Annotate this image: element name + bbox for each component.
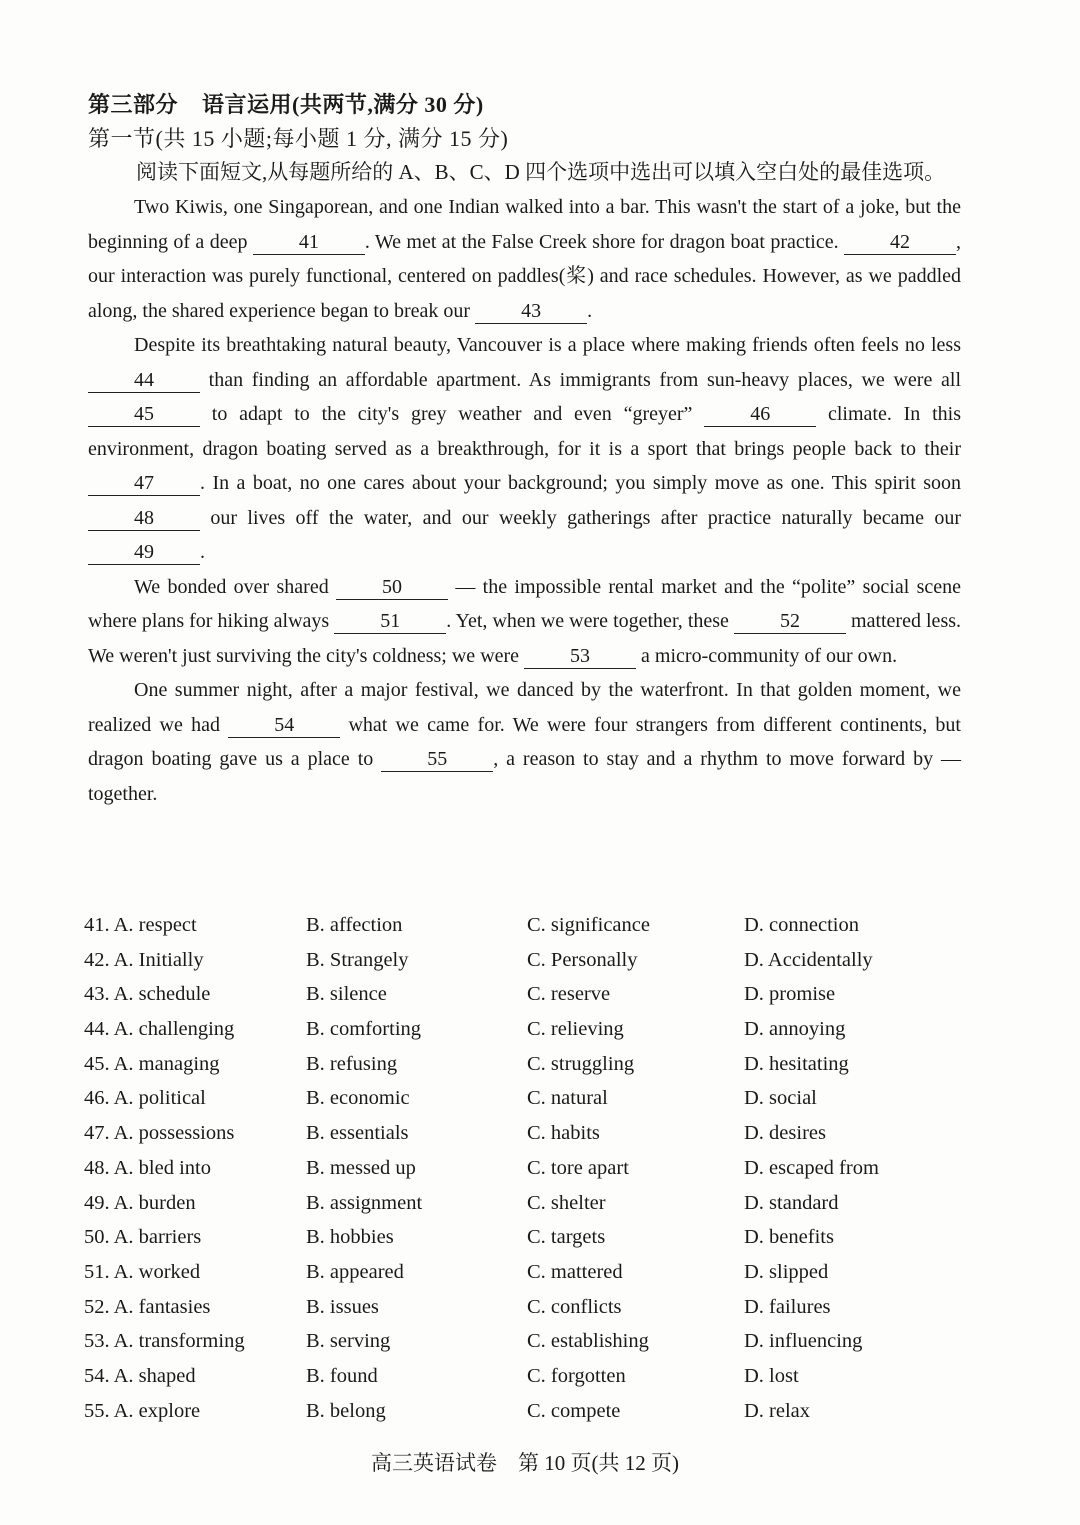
text: to adapt to the city's grey weather and even “greyer” bbox=[200, 403, 705, 425]
option-45-a: 45. A. managing bbox=[84, 1052, 220, 1075]
option-47-d: D. desires bbox=[744, 1122, 826, 1145]
option-42-c: C. Personally bbox=[527, 948, 638, 971]
option-48-a: 48. A. bled into bbox=[84, 1156, 211, 1179]
option-45-d: D. hesitating bbox=[744, 1052, 849, 1075]
text: , our interaction was purely functional, centered on paddles(桨) and race schedules. However, as we paddled along, the shared experience began to break our bbox=[88, 230, 962, 322]
text: Two Kiwis, one Singaporean, and one Indian walked into a bar. This wasn't the start of a joke, but the beginning of a deep bbox=[88, 196, 961, 253]
text: — the impossible rental market and the “polite” social scene where plans for hiking always bbox=[88, 575, 962, 632]
sub-heading bbox=[88, 122, 508, 153]
option-55-a: 55. A. explore bbox=[84, 1399, 201, 1422]
option-42-a: 42. A. Initially bbox=[84, 948, 204, 971]
option-54-c: C. forgotten bbox=[527, 1364, 626, 1387]
option-44-d: D. annoying bbox=[744, 1018, 846, 1041]
option-49-c: C. shelter bbox=[527, 1191, 606, 1214]
part-heading bbox=[88, 88, 484, 119]
option-41-b: B. affection bbox=[306, 914, 403, 936]
part-subtitle: 语言运用(共两节,满分 30 分) bbox=[202, 92, 484, 117]
option-48-d: D. escaped from bbox=[744, 1156, 879, 1179]
option-42-d: D. Accidentally bbox=[744, 948, 873, 971]
option-54-a: 54. A. shaped bbox=[84, 1364, 196, 1387]
text: . In a boat, no one cares about your background; you simply move as one. This spirit soon bbox=[200, 472, 961, 494]
part-title: 第三部分 bbox=[88, 92, 179, 117]
option-50-c: C. targets bbox=[527, 1226, 606, 1249]
option-51-b: B. appeared bbox=[306, 1260, 404, 1283]
text: , a reason to stay and a rhythm to move forward by — together. bbox=[88, 748, 961, 805]
paragraph-4 bbox=[88, 673, 961, 811]
option-55-b: B. belong bbox=[306, 1399, 386, 1422]
blank-55: 55 bbox=[381, 747, 493, 772]
option-43-d: D. promise bbox=[744, 983, 836, 1006]
option-45-b: B. refusing bbox=[306, 1052, 398, 1075]
blank-54: 54 bbox=[228, 713, 340, 738]
page-footer: 高三英语试卷 第 10 页(共 12 页) bbox=[371, 1451, 679, 1475]
option-41-c: C. significance bbox=[527, 914, 650, 936]
sub-title: 第一节(共 15 小题;每小题 1 分, 满分 15 分) bbox=[88, 126, 509, 151]
text: our lives off the water, and our weekly gatherings after practice naturally became our bbox=[200, 506, 961, 529]
blank-43: 43 bbox=[475, 299, 587, 324]
option-47-a: 47. A. possessions bbox=[84, 1122, 235, 1145]
option-55-d: D. relax bbox=[744, 1399, 811, 1422]
option-49-b: B. assignment bbox=[306, 1191, 423, 1214]
blank-46: 46 bbox=[704, 402, 816, 427]
option-45-c: C. struggling bbox=[527, 1052, 635, 1075]
option-51-c: C. mattered bbox=[527, 1260, 623, 1283]
text: what we came for. We were four strangers from different continents, but dragon boating gave us a place to bbox=[88, 713, 961, 770]
blank-41: 41 bbox=[253, 230, 365, 255]
text: . Yet, when we were together, these bbox=[446, 610, 734, 632]
blank-42: 42 bbox=[844, 230, 956, 255]
option-50-d: D. benefits bbox=[744, 1226, 834, 1249]
option-52-b: B. issues bbox=[306, 1295, 379, 1318]
option-50-b: B. hobbies bbox=[306, 1226, 394, 1249]
blank-47: 47 bbox=[88, 471, 200, 496]
option-53-d: D. influencing bbox=[744, 1330, 863, 1353]
text: mattered less. We weren't just surviving the city's coldness; we were bbox=[88, 610, 962, 667]
option-51-a: 51. A. worked bbox=[84, 1260, 201, 1283]
option-42-b: B. Strangely bbox=[306, 948, 409, 971]
text: . bbox=[587, 299, 593, 322]
blank-44: 44 bbox=[88, 368, 200, 393]
option-52-d: D. failures bbox=[744, 1295, 831, 1318]
option-44-b: B. comforting bbox=[306, 1018, 422, 1041]
paragraph-2 bbox=[88, 328, 961, 570]
option-43-c: C. reserve bbox=[527, 983, 611, 1006]
option-53-b: B. serving bbox=[306, 1330, 391, 1353]
option-48-c: C. tore apart bbox=[527, 1156, 629, 1179]
option-55-c: C. compete bbox=[527, 1399, 621, 1422]
text: . We met at the False Creek shore for dragon boat practice. bbox=[364, 230, 845, 253]
option-47-b: B. essentials bbox=[306, 1122, 409, 1145]
text: One summer night, after a major festival, we danced by the waterfront. In that golden moment, we realized we had bbox=[88, 679, 961, 736]
instruction: 阅读下面短文,从每题所给的 A、B、C、D 四个选项中选出可以填入空白处的最佳选项。 bbox=[136, 160, 946, 184]
blank-53: 53 bbox=[524, 644, 636, 669]
option-46-b: B. economic bbox=[306, 1087, 410, 1110]
text: Despite its breathtaking natural beauty, Vancouver is a place where making friends often feels no less bbox=[134, 334, 961, 356]
text: We bonded over shared bbox=[134, 575, 337, 598]
text: climate. In this environment, dragon boating served as a breakthrough, for it is a sport that brings people back to their bbox=[88, 403, 961, 460]
option-44-c: C. relieving bbox=[527, 1018, 624, 1041]
text: . bbox=[200, 541, 205, 563]
blank-51: 51 bbox=[334, 609, 446, 634]
cloze-passage bbox=[88, 190, 961, 811]
option-41-a: 41. A. respect bbox=[84, 914, 197, 936]
blank-49: 49 bbox=[88, 540, 200, 565]
option-48-b: B. messed up bbox=[306, 1156, 416, 1179]
option-54-b: B. found bbox=[306, 1364, 378, 1387]
paragraph-1 bbox=[88, 190, 961, 328]
option-52-c: C. conflicts bbox=[527, 1295, 622, 1318]
text: than finding an affordable apartment. As immigrants from sun-heavy places, we were all bbox=[200, 368, 961, 391]
option-46-d: D. social bbox=[744, 1087, 817, 1110]
option-51-d: D. slipped bbox=[744, 1260, 829, 1283]
option-43-b: B. silence bbox=[306, 983, 387, 1006]
option-44-a: 44. A. challenging bbox=[84, 1018, 235, 1041]
option-47-c: C. habits bbox=[527, 1122, 600, 1145]
option-54-d: D. lost bbox=[744, 1364, 799, 1387]
option-46-c: C. natural bbox=[527, 1087, 608, 1110]
option-53-a: 53. A. transforming bbox=[84, 1330, 245, 1353]
option-53-c: C. establishing bbox=[527, 1330, 649, 1353]
option-41-d: D. connection bbox=[744, 914, 859, 936]
blank-52: 52 bbox=[734, 609, 846, 634]
option-52-a: 52. A. fantasies bbox=[84, 1295, 211, 1318]
option-43-a: 43. A. schedule bbox=[84, 983, 211, 1006]
option-46-a: 46. A. political bbox=[84, 1087, 206, 1110]
text: a micro-community of our own. bbox=[636, 644, 898, 667]
blank-48: 48 bbox=[88, 506, 200, 531]
blank-50: 50 bbox=[336, 575, 448, 600]
paragraph-3 bbox=[88, 570, 961, 674]
option-49-d: D. standard bbox=[744, 1191, 839, 1214]
option-49-a: 49. A. burden bbox=[84, 1191, 196, 1214]
blank-45: 45 bbox=[88, 402, 200, 427]
option-50-a: 50. A. barriers bbox=[84, 1226, 202, 1249]
